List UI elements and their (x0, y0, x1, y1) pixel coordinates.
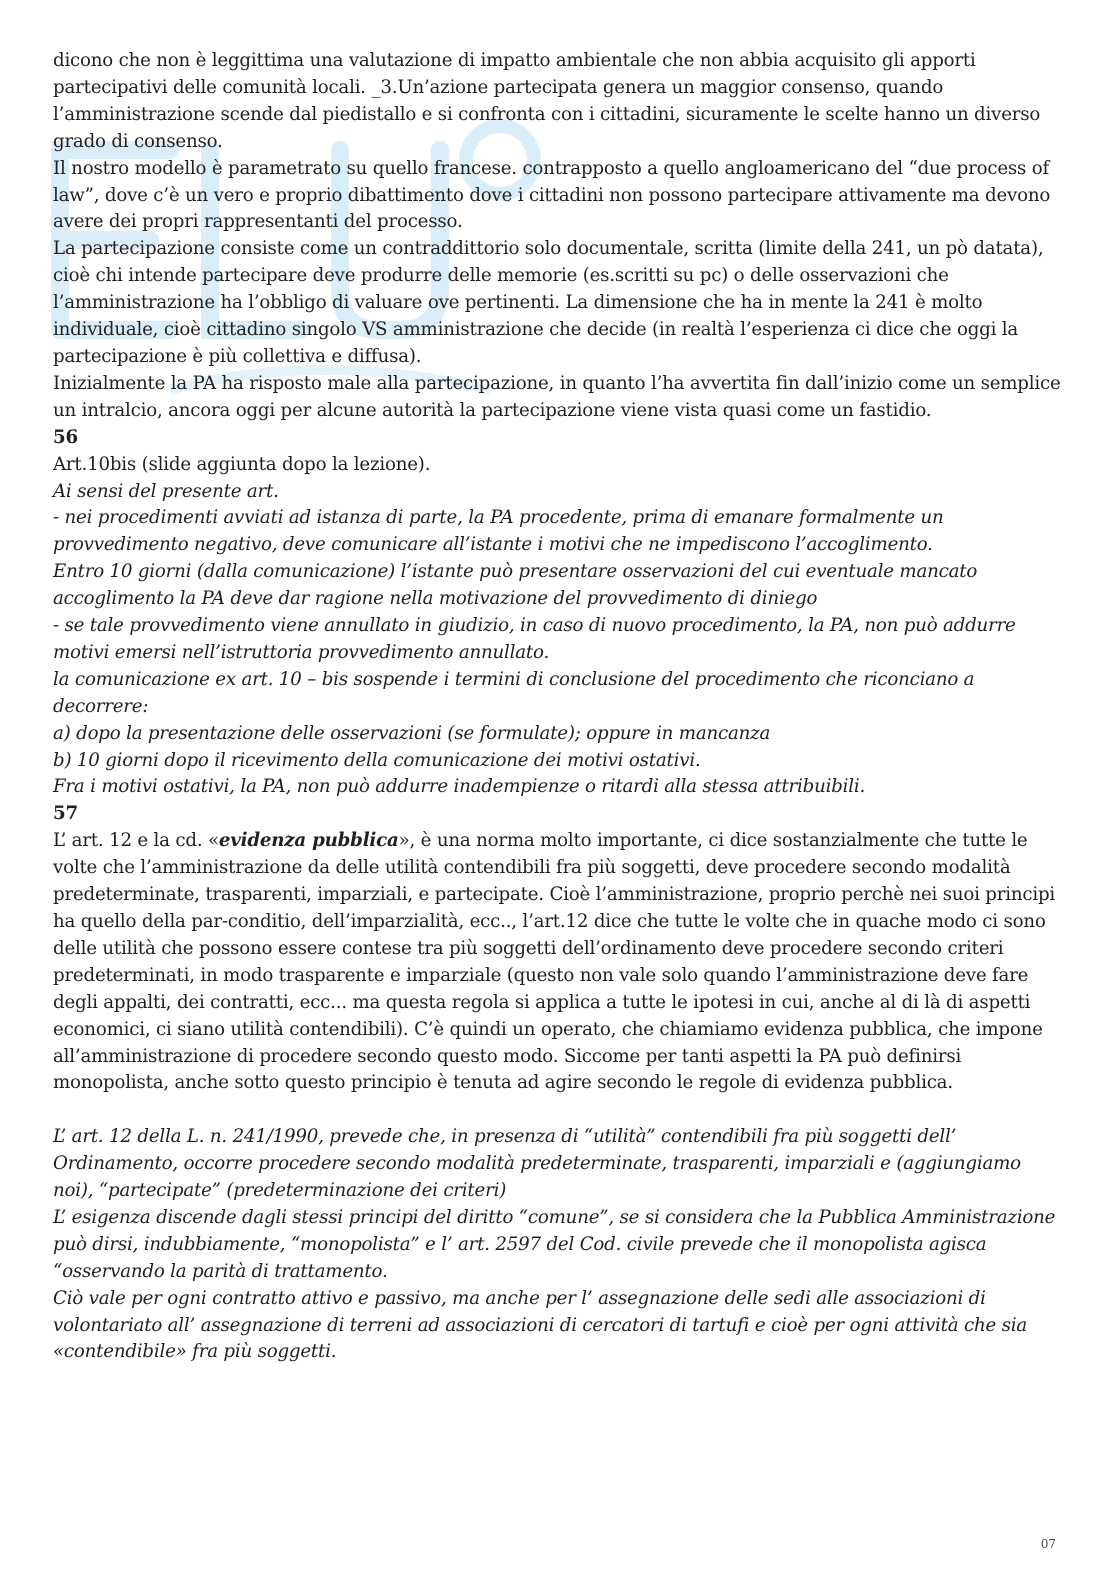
document-body (53, 48, 1063, 1366)
section-56-line: Ai sensi del presente art. (53, 480, 279, 502)
section-56-line: Fra i motivi ostativi, la PA, non può addurre inadempienze o ritardi alla stessa attribuibili. (53, 776, 866, 798)
paragraph-4: Inizialmente la PA ha risposto male alla partecipazione, in quanto l’ha avvertita fin dall’inizio come un semplice un intralcio, ancora oggi per alcune autorità la partecipazione viene vista quasi come un fastidio. (53, 372, 1061, 421)
section-56-line: - se tale provvedimento viene annullato in giudizio, in caso di nuovo procedimento, la PA, non può addurre motivi emersi nell’istruttoria provvedimento annullato. (53, 615, 1016, 663)
section-number-57: 57 (53, 803, 78, 825)
section-56-line: Entro 10 giorni (dalla comunicazione) l’istante può presentare osservazioni del cui eventuale mancato accoglimento la PA deve dar ragione nella motivazione del provvedimento di diniego (53, 561, 978, 610)
paragraph-2: Il nostro modello è parametrato su quello francese. contrapposto a quello angloamericano del “due process of law”, dove c’è un vero e proprio dibattimento dove i cittadini non possono partecipare attivamente ma devono avere dei propri rappresentanti del processo. (53, 157, 1051, 233)
section-57-text-before: L’ art. 12 e la cd. « (53, 830, 219, 852)
section-56-line: - nei procedimenti avviati ad istanza di parte, la PA procedente, prima di emanare formalmente un provvedimento negativo, deve comunicare all’istante i motivi che ne impediscono l’accoglimento. (53, 507, 944, 556)
section-57-italic-line: Ciò vale per ogni contratto attivo e passivo, ma anche per l’ assegnazione delle sedi alle associazioni di volontariato all’ assegnazione di terreni ad associazioni di cercatori di tartufi e cioè per ogni attività che sia «contendibile» fra più soggetti. (53, 1287, 1028, 1363)
paragraph-1: dicono che non è leggittima una valutazione di impatto ambientale che non abbia acquisito gli apporti partecipativi delle comunità locali. _3.Un’azione partecipata genera un maggior consenso, quando l’amministrazione scende dal piedistallo e si confronta con i cittadini, sicuramente le scelte hanno un diverso grado di consenso. (53, 50, 1041, 152)
section-57-italic-line: L’ art. 12 della L. n. 241/1990, prevede che, in presenza di “utilità” contendibili fra più soggetti dell’ Ordinamento, occorre procedere secondo modalità predeterminate, trasparenti, imparziali e (aggiungiamo noi), “partecipate” (predeterminazione dei criteri) (53, 1126, 1021, 1202)
section-56-line: la comunicazione ex art. 10 – bis sospende i termini di conclusione del procedimento che riconciano a decorrere: (53, 668, 975, 717)
paragraph-3: La partecipazione consiste come un contraddittorio solo documentale, scritta (limite della 241, un pò datata), cioè chi intende partecipare deve produrre delle memorie (es.scritti su pc) o delle osservazioni che l’amministrazione ha l’obbligo di valuare ove pertinenti. La dimensione che ha in mente la 241 è molto individuale, cioè cittadino singolo VS amministrazione che decide (in realtà l’esperienza ci dice che oggi la partecipazione è più collettiva e diffusa). (53, 238, 1044, 367)
section-57-paragraph (53, 828, 1063, 1097)
section-number-56: 56 (53, 426, 78, 448)
section-56-line: a) dopo la presentazione delle osservazioni (se formulate); oppure in mancanza (53, 722, 771, 744)
section-57-text-after: », è una norma molto importante, ci dice sostanzialmente che tutte le volte che l’amministrazione da delle utilità contendibili fra più soggetti, deve procedere secondo modalità predeterminate, trasparenti, imparziali, e partecipate. Cioè l’amministrazione, proprio perchè nei suoi principi ha quello della par-conditio, dell’imparzialità, ecc.., l’art.12 dice che tutte le volte che in quache modo ci sono delle utilità che possono essere contese tra più soggetti dell’ordinamento deve procedere secondo criteri predeterminati, in modo trasparente e imparziale (questo non vale solo quando l’amministrazione deve fare degli appalti, dei contratti, ecc... ma questa regola si applica a tutte le ipotesi in cui, anche al di là di aspetti economici, ci siano utilità contendibili). C’è quindi un operato, che chiamiamo evidenza pubblica, che impone all’amministrazione di procedere secondo questo modo. Siccome per tanti aspetti la PA può definirsi monopolista, anche sotto questo principio è tenuta ad agire secondo le regole di evidenza pubblica. (53, 830, 1056, 1094)
section-57-emphasis: evidenza pubblica (218, 830, 399, 852)
section-56-intro: Art.10bis (slide aggiunta dopo la lezione). (53, 453, 431, 475)
page-number: 07 (1040, 1537, 1056, 1551)
paragraph-gap (53, 1097, 1063, 1124)
section-57-italic-line: L’ esigenza discende dagli stessi principi del diritto “comune”, se si considera che la Pubblica Amministrazione può dirsi, indubbiamente, “monopolista” e l’ art. 2597 del Cod. civile prevede che il monopolista agisca “osservando la parità di trattamento. (53, 1206, 1056, 1282)
section-56-line: b) 10 giorni dopo il ricevimento della comunicazione dei motivi ostativi. (53, 749, 701, 771)
